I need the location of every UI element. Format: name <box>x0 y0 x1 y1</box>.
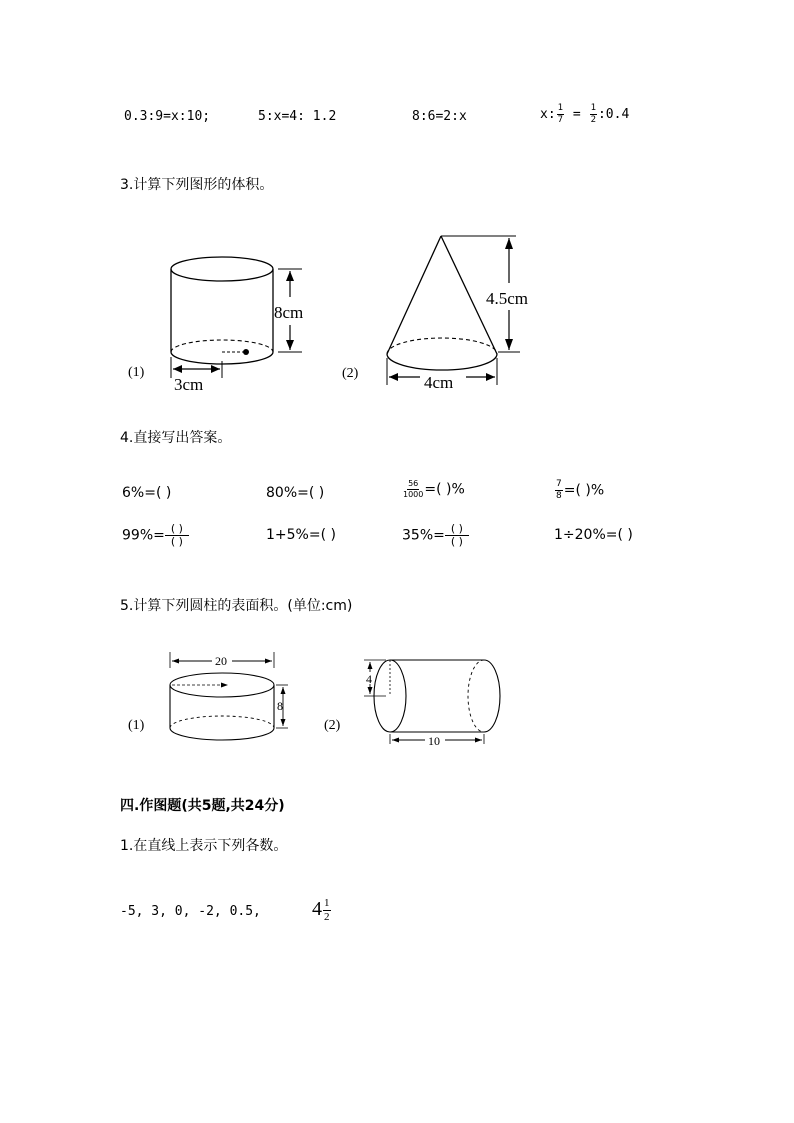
answer-1-plus-5-percent: 1+5%=( ) <box>266 527 336 543</box>
bottom-back <box>170 716 274 728</box>
cone-figure-2 <box>340 228 550 400</box>
mixed-number: 4 $\frac{1}{2}$ <box>312 897 330 923</box>
right-end-front <box>484 660 500 732</box>
answer-1-div-20-percent: 1÷20%=( ) <box>554 527 633 543</box>
fig1-label: (1) <box>128 365 145 380</box>
diameter-label: 4 <box>366 672 372 686</box>
answer-99-percent: 99%= $\frac{( )}{( )}$ <box>122 523 189 548</box>
radius-label: 3cm <box>174 375 204 394</box>
answer-7-over-8: $\frac{7}{8}$ =( )% <box>556 479 605 501</box>
q4-title: 4.直接写出答案。 <box>120 430 232 446</box>
cylinder-bottom-back <box>171 340 273 352</box>
cone-diameter-label: 4cm <box>424 373 454 392</box>
length-label: 10 <box>428 734 440 748</box>
fig1-label: (1) <box>128 718 145 733</box>
surface-cylinder-1 <box>120 648 300 748</box>
answer-56-over-1000: $\frac{56}{1000}$ =( )% <box>403 479 465 499</box>
section-4-heading: 四.作图题(共5题,共24分) <box>120 798 285 814</box>
numbers-list: -5, 3, 0, -2, 0.5, <box>120 904 261 919</box>
cone-height-label: 4.5cm <box>486 289 529 308</box>
cone-base-front <box>387 354 497 370</box>
equation-4: x: $\frac{1}{7}$ = $\frac{1}{2}$ :0.4 <box>540 103 630 125</box>
fig2-label: (2) <box>324 718 341 733</box>
cylinder-top-ellipse <box>171 257 273 281</box>
cone-base-back <box>387 338 497 354</box>
height-label: 8cm <box>274 303 304 322</box>
q3-title: 3.计算下列图形的体积。 <box>120 177 274 193</box>
equation-2: 5:x=4: 1.2 <box>258 109 337 124</box>
equation-1: 0.3:9=x:10; <box>124 109 211 124</box>
cylinder-figure-1 <box>120 245 320 395</box>
center-dot <box>243 349 249 355</box>
right-end-back <box>468 660 484 732</box>
answer-80-percent: 80%=( ) <box>266 485 325 501</box>
cone-left-side <box>387 236 441 354</box>
eq4-x: x: <box>540 107 556 122</box>
diameter-label: 20 <box>215 654 227 668</box>
answer-35-percent: 35%= $\frac{( )}{( )}$ <box>402 523 469 548</box>
bottom-front <box>170 728 274 740</box>
surface-cylinder-2 <box>320 650 510 750</box>
fig2-label: (2) <box>342 366 359 381</box>
eq4-fraction-2: $\frac{1}{2}$ <box>590 103 596 125</box>
eq4-fraction-1: $\frac{1}{7}$ <box>557 103 564 125</box>
height-label: 8 <box>277 699 283 713</box>
equation-3: 8:6=2:x <box>412 109 467 124</box>
section-4-q1-title: 1.在直线上表示下列各数。 <box>120 838 288 854</box>
answer-6-percent: 6%=( ) <box>122 485 172 501</box>
q5-title: 5.计算下列圆柱的表面积。(单位:cm) <box>120 598 353 614</box>
